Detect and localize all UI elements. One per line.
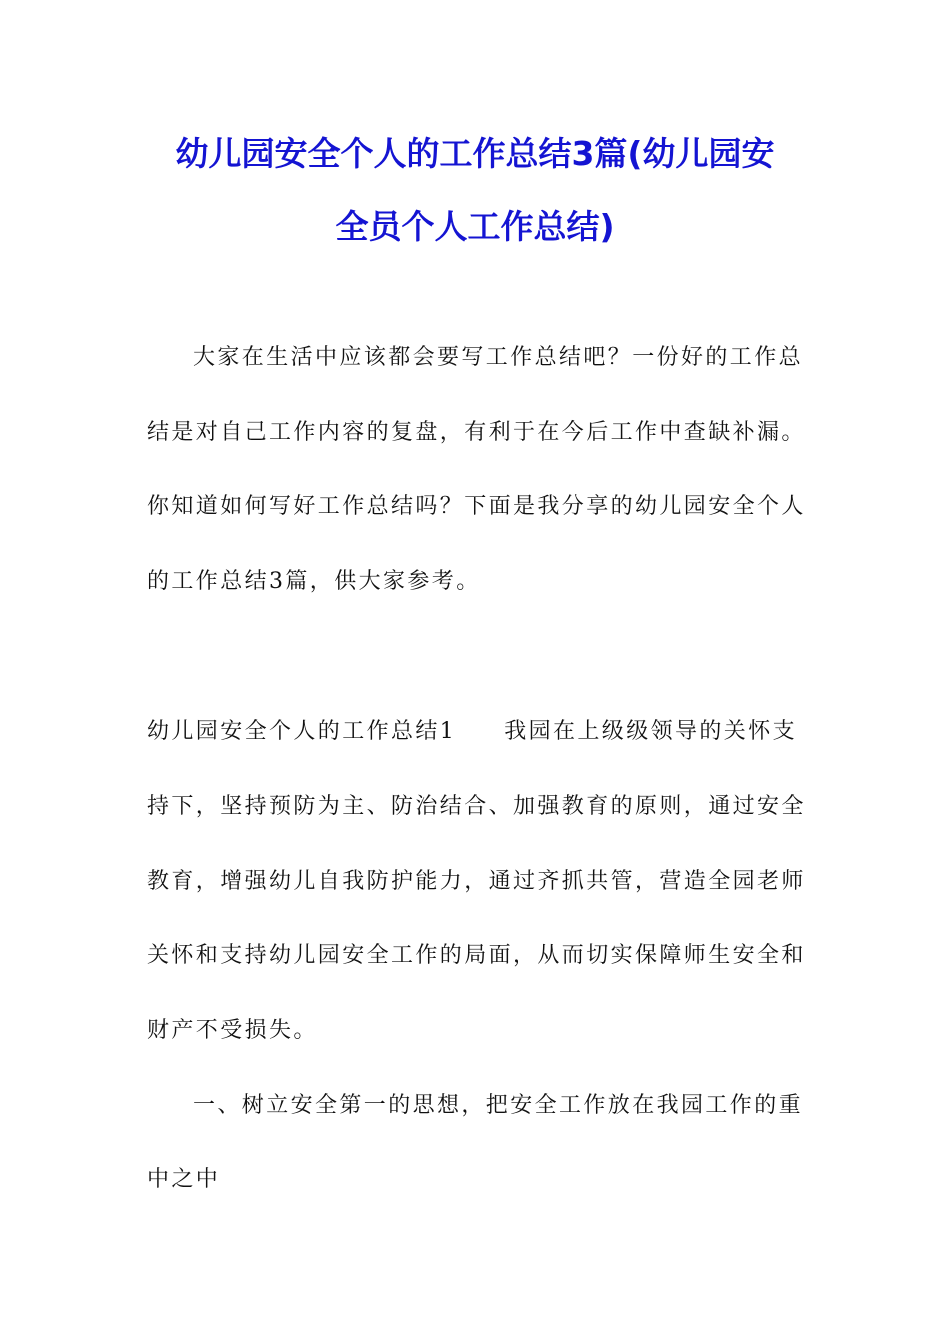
section-1-paragraph-line-2: 持下，坚持预防为主、防治结合、加强教育的原则，通过安全 — [147, 794, 806, 819]
point-1-line-1: 一、树立安全第一的思想，把安全工作放在我园工作的重 — [193, 1093, 804, 1118]
section-1-first-line — [147, 717, 807, 747]
section-1-paragraph-line-4: 关怀和支持幼儿园安全工作的局面，从而切实保障师生安全和 — [147, 943, 806, 968]
document-title-line-2: 全员个人工作总结) — [335, 207, 615, 246]
intro-paragraph-line-2: 结是对自己工作内容的复盘，有利于在今后工作中查缺补漏。 — [147, 420, 806, 445]
intro-paragraph-line-4: 的工作总结3篇，供大家参考。 — [147, 569, 481, 594]
document-title-line-1: 幼儿园安全个人的工作总结3篇(幼儿园安 — [175, 134, 775, 173]
section-1-paragraph-line-5: 财产不受损失。 — [147, 1018, 318, 1043]
section-1-heading: 幼儿园安全个人的工作总结1 — [147, 719, 457, 744]
section-1-paragraph-line-3: 教育，增强幼儿自我防护能力，通过齐抓共管，营造全园老师 — [147, 869, 806, 894]
intro-paragraph-line-3: 你知道如何写好工作总结吗？下面是我分享的幼儿园安全个人 — [147, 494, 806, 519]
intro-paragraph-line-1: 大家在生活中应该都会要写工作总结吧？一份好的工作总 — [193, 345, 804, 370]
point-1-line-2: 中之中 — [147, 1167, 221, 1192]
section-1-paragraph-line-1: 我园在上级级领导的关怀支 — [504, 719, 798, 744]
